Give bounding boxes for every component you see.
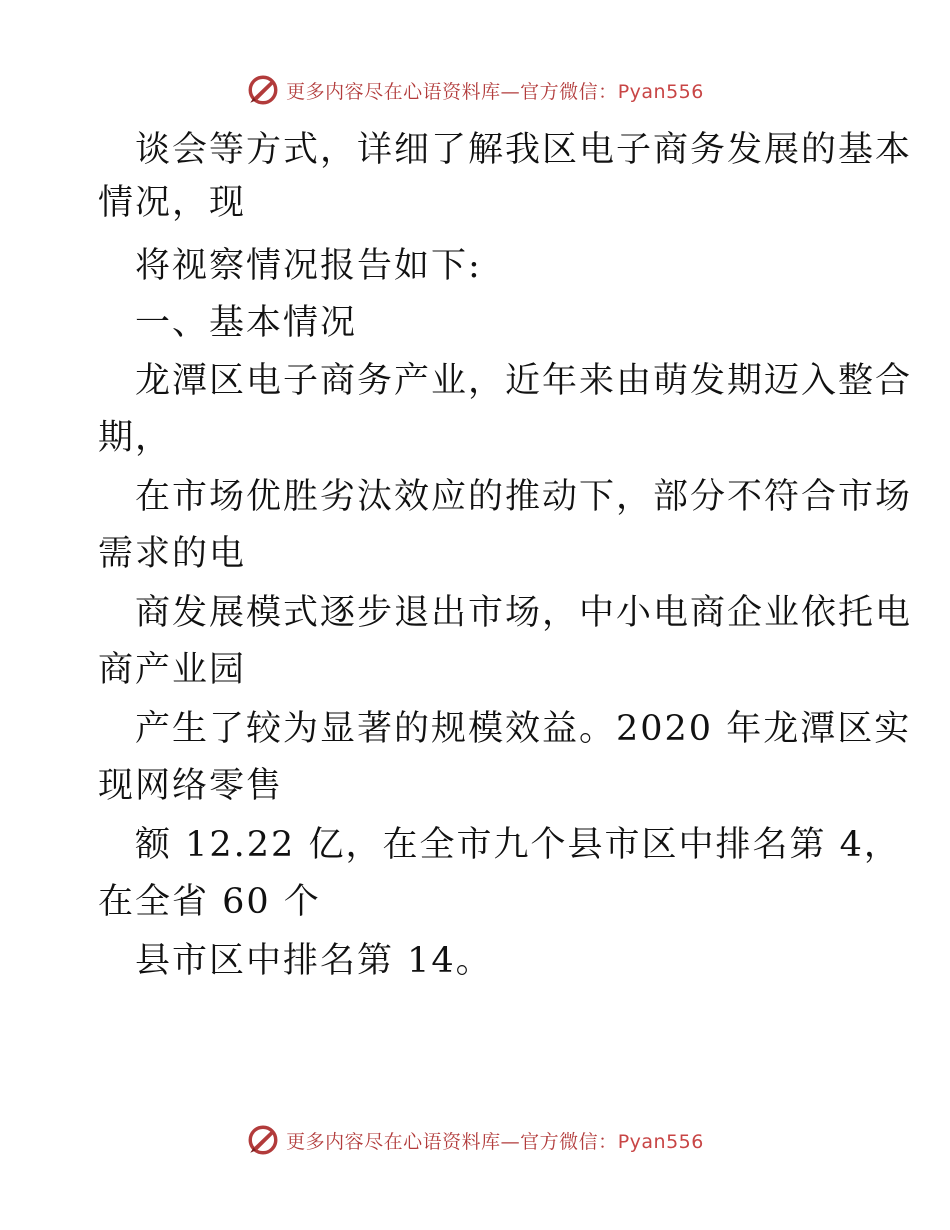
banner-dash: — — [500, 1130, 521, 1153]
paragraph-line: 情况，现 — [98, 183, 247, 223]
paragraph-line: 商发展模式逐步退出市场，中小电商企业依托电 — [135, 593, 913, 633]
banner-wechat-id: Pyan556 — [617, 1130, 704, 1153]
ribbon-pen-logo-icon — [246, 1123, 280, 1157]
paragraph-line: 期， — [98, 418, 173, 458]
banner-brand: 更多内容尽在心语资料库 — [286, 1130, 501, 1153]
banner-text — [286, 1127, 704, 1154]
banner-dash: — — [500, 80, 521, 103]
banner-wechat-label: 官方微信： — [520, 1130, 618, 1153]
footer-banner — [0, 1120, 950, 1160]
section-heading: 一、基本情况 — [135, 303, 358, 343]
banner-text — [286, 77, 704, 104]
banner-brand: 更多内容尽在心语资料库 — [286, 80, 501, 103]
paragraph-line: 谈会等方式，详细了解我区电子商务发展的基本 — [135, 130, 913, 170]
paragraph-line: 需求的电 — [98, 534, 247, 574]
paragraph-line: 龙潭区电子商务产业，近年来由萌发期迈入整合 — [135, 361, 913, 401]
paragraph-line: 在全省 60 个 — [98, 882, 321, 922]
banner-wechat-id: Pyan556 — [617, 80, 704, 103]
header-banner — [0, 70, 950, 110]
banner-wechat-label: 官方微信： — [520, 80, 618, 103]
ribbon-pen-logo-icon — [246, 73, 280, 107]
paragraph-line: 县市区中排名第 14。 — [135, 941, 493, 981]
paragraph-line: 产生了较为显著的规模效益。2020 年龙潭区实 — [135, 709, 912, 749]
paragraph-line: 商产业园 — [98, 650, 247, 690]
paragraph-line: 在市场优胜劣汰效应的推动下，部分不符合市场 — [135, 477, 913, 517]
paragraph-line: 将视察情况报告如下: — [135, 246, 482, 286]
paragraph-line: 现网络零售 — [98, 766, 284, 806]
paragraph-line: 额 12.22 亿，在全市九个县市区中排名第 4， — [135, 825, 901, 865]
